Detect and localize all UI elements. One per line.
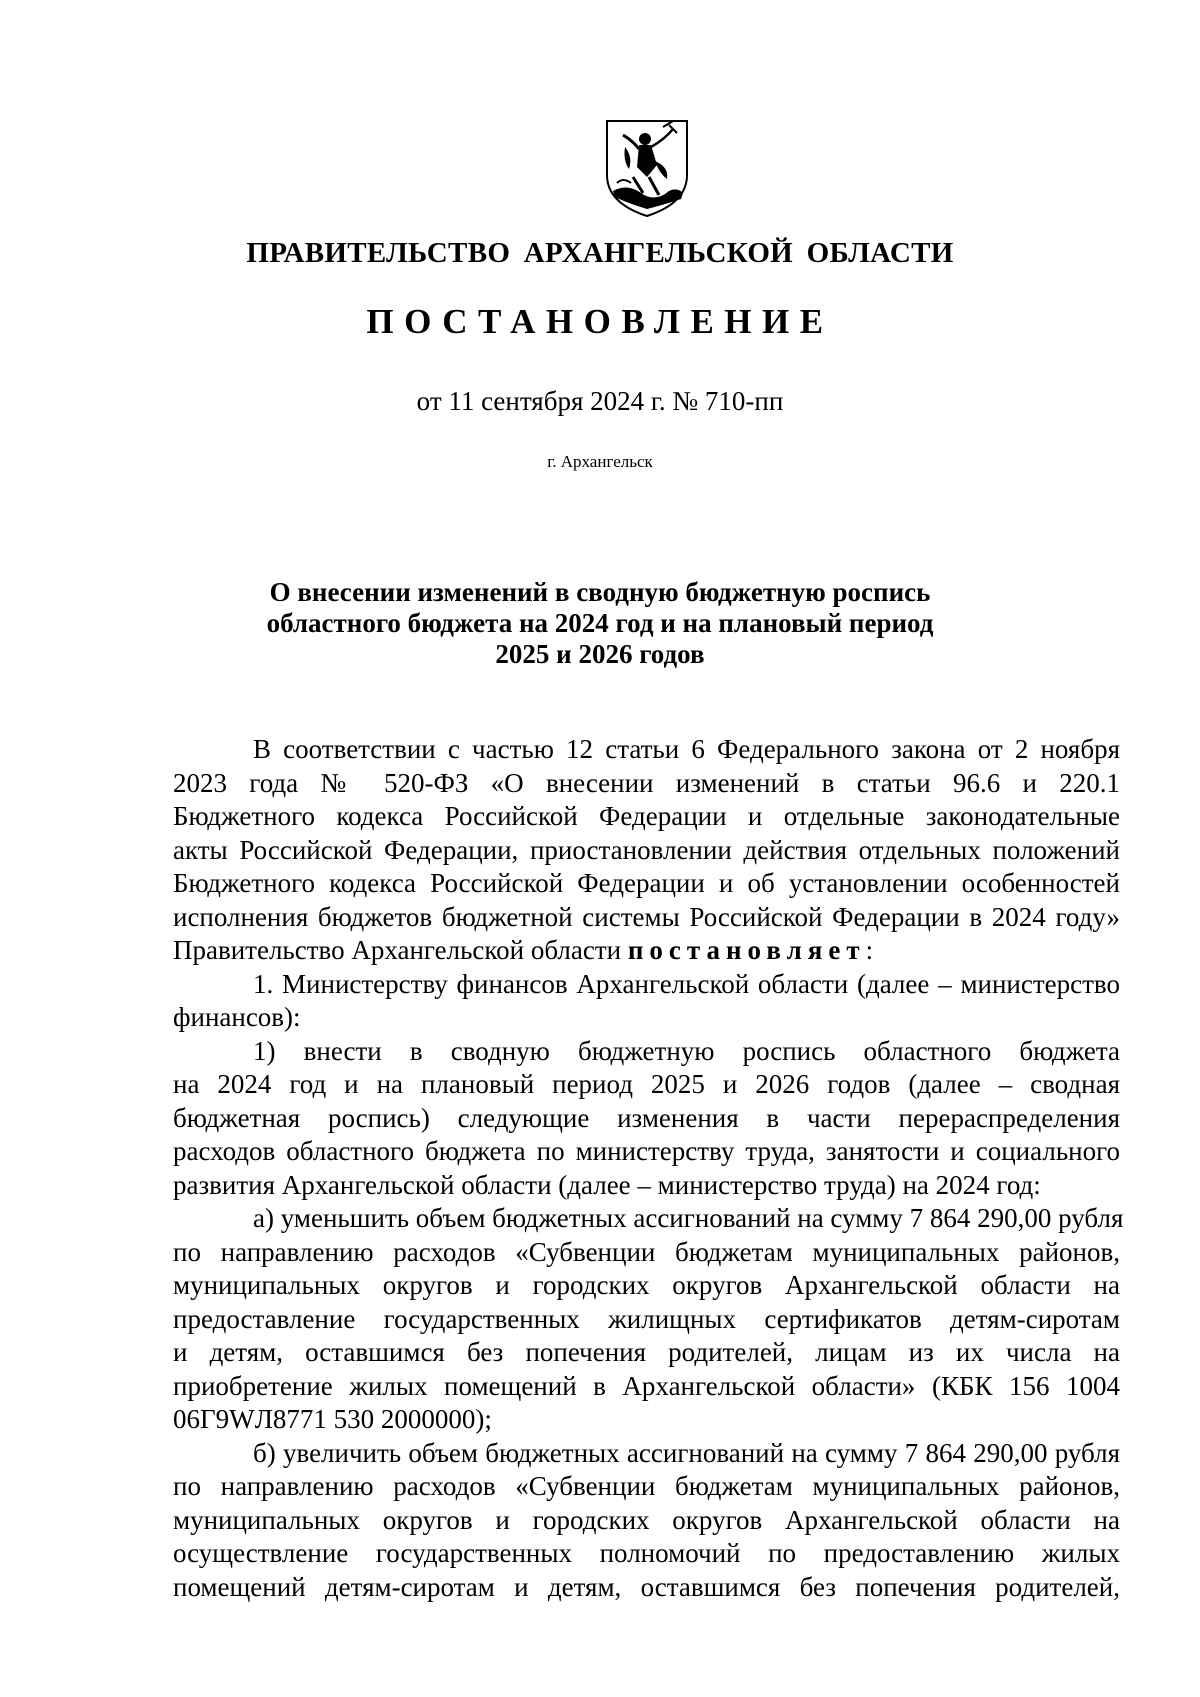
resolve-word: постановляет [627,935,866,965]
body-line: акты Российской Федерации, приостановлении действия отдельных положений [173,834,1120,865]
body-line: б) увеличить объем бюджетных ассигнований на сумму 7 864 290,00 рубля [253,1437,1120,1468]
title-line: областного бюджета на 2024 год и на плановый период [266,608,934,638]
document-type: ПОСТАНОВЛЕНИЕ [366,302,834,341]
body-line: 06Г9WЛ8771 530 2000000); [173,1404,492,1434]
body-line: Бюджетного кодекса Российской Федерации и об установлении особенностей [173,868,1120,898]
document-title [240,577,960,670]
body-line: а) уменьшить объем бюджетных ассигнований на сумму 7 864 290,00 рубля [253,1203,1124,1233]
organization-name: ПРАВИТЕЛЬСТВО АРХАНГЕЛЬСКОЙ ОБЛАСТИ [246,237,954,269]
body-line: финансов): [173,1002,301,1032]
body-line: осуществление государственных полномочий по предоставлению жилых [173,1538,1120,1568]
body-line: В соответствии с частью 12 статьи 6 Федерального закона от 2 ноября [253,734,1120,764]
body-line: на 2024 год и на плановый период 2025 и 2026 годов (далее – сводная [173,1069,1120,1099]
body-line: 2023 года № 520-ФЗ «О внесении изменений в статьи 96.6 и 220.1 [173,767,1120,798]
body-text: : [865,935,874,965]
body-line [173,934,1120,968]
body-line: расходов областного бюджета по министерству труда, занятости и социального [173,1136,1120,1166]
body-line: по направлению расходов «Субвенции бюджетам муниципальных районов, [173,1471,1120,1501]
body-line: бюджетная роспись) следующие изменения в части перераспределения [173,1102,1120,1133]
document-body [173,733,1124,1604]
title-line: 2025 и 2026 годов [495,639,705,669]
city: г. Архангельск [547,452,653,471]
body-line: предоставление государственных жилищных сертификатов детям-сиротам [173,1303,1120,1334]
body-line: муниципальных округов и городских округов Архангельской области на [173,1270,1120,1300]
body-line: муниципальных округов и городских округов Архангельской области на [173,1504,1120,1535]
body-line: 1. Министерству финансов Архангельской области (далее – министерство [253,968,1120,999]
body-line: 1) внести в сводную бюджетную роспись областного бюджета [253,1035,1120,1066]
date-and-number: от 11 сентября 2024 г. № 710-пп [416,386,784,416]
body-line: по направлению расходов «Субвенции бюджетам муниципальных районов, [173,1236,1120,1267]
body-line: приобретение жилых помещений в Архангельской области» (КБК 156 1004 [173,1370,1120,1401]
body-line: Бюджетного кодекса Российской Федерации и отдельные законодательные [173,801,1120,831]
body-line: развития Архангельской области (далее – министерство труда) на 2024 год: [173,1169,1041,1200]
coat-of-arms-emblem [603,117,691,219]
body-line: помещений детям-сиротам и детям, оставшимся без попечения родителей, [173,1571,1120,1602]
body-line: исполнения бюджетов бюджетной системы Российской Федерации в 2024 году» [173,901,1120,932]
title-line: О внесении изменений в сводную бюджетную роспись [269,577,931,607]
body-text: Правительство Архангельской области [173,935,622,965]
body-line: и детям, оставшимся без попечения родителей, лицам из их числа на [173,1337,1120,1367]
